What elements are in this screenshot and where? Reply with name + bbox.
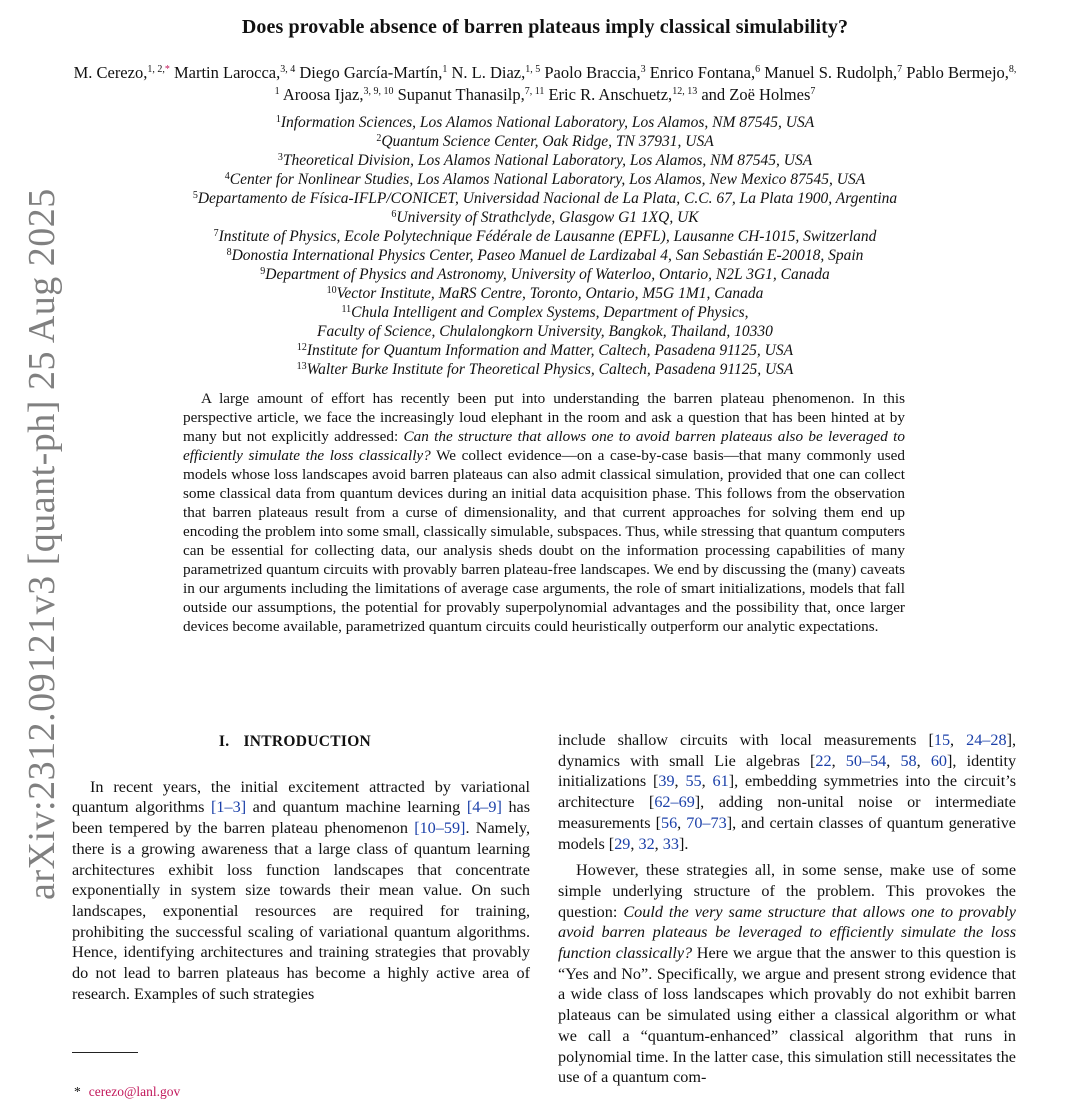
affiliation: $^4$Center for Nonlinear Studies, Los Alamos National Laboratory, Los Alamos, New Mexico 87545, USA: [224, 171, 866, 188]
paper-title: Does provable absence of barren plateaus imply classical simulability?: [241, 16, 849, 38]
author: and Zoë Holmes$^7$: [701, 85, 816, 104]
citation-link[interactable]: 61: [712, 772, 729, 791]
author-list: [70, 62, 1020, 106]
author: Supanut Thanasilp,$^{7, 11}$: [397, 85, 545, 104]
footnote: * cerezo@lanl.gov: [74, 1084, 181, 1099]
intro-paragraph: However, these strategies all, in some sense, make use of some simple underlying structure of the problem. This provokes the question: Could the very same structure that allows one to provably avoid barren plateaus be leveraged to efficiently simulate the loss function classically? Here we argue that the answer to this question is “Yes and No”. Specifically, we argue and present strong evidence that a wide class of loss landscapes which provably do not exhibit barren plateaus can be simulated using either a classical algorithm or what we call a “quantum-enhanced” classical algorithm that runs in polynomial time. In the latter case, this simulation still necessitates the use of a quantum com-: [558, 861, 1016, 1087]
citation-link[interactable]: [1–3]: [211, 798, 247, 817]
left-column: [72, 728, 530, 1004]
author: Pablo Bermejo,$^{8, 1}$: [274, 63, 1017, 97]
citation-link[interactable]: 15: [933, 731, 951, 749]
citation-link[interactable]: 33: [662, 834, 679, 853]
citation-link[interactable]: 39: [658, 772, 675, 791]
affiliation: $^1$Information Sciences, Los Alamos National Laboratory, Los Alamos, NM 87545, USA: [275, 114, 815, 131]
author: Diego García-Martín,$^1$: [299, 63, 448, 82]
email-link[interactable]: cerezo@lanl.gov: [88, 1084, 181, 1099]
abstract: A large amount of effort has recently been put into understanding the barren plateau phenomenon. In this perspective article, we face the increasingly loud elephant in the room and ask a question that has been hinted at by many but not explicitly addressed: Can the structure that allows one to avoid barren plateaus also be leveraged to efficiently simulate the loss classically? We collect evidence—on a case-by-case basis—that many commonly used models whose loss landscapes avoid barren plateaus can also admit classical simulation, provided that one can collect some classical data from quantum devices during an initial data acquisition phase. This follows from the observation that barren plateaus result from a curse of dimensionality, and that current approaches for solving them end up encoding the problem into some small, classically simulable, subspaces. Thus, while stressing that quantum computers can be essential for collecting data, our analysis sheds doubt on the information processing capabilities of many parametrized quantum circuits with provably barren plateau-free landscapes. We end by discussing the (many) caveats in our arguments including the limitations of average case arguments, the role of smart initializations, models that fall outside our assumptions, the potential for provably superpolynomial advantages and the possibility that, once larger devices become available, parametrized quantum circuits could heuristically outperform our analytic expectations.: [183, 390, 905, 635]
citation-link[interactable]: 58: [900, 751, 917, 770]
section-heading: I. INTRODUCTION: [218, 733, 372, 750]
citation-link[interactable]: 60: [930, 751, 948, 770]
citation-link[interactable]: 22: [815, 751, 832, 770]
affiliation: $^{13}$Walter Burke Institute for Theoretical Physics, Caltech, Pasadena 91125, USA: [296, 361, 794, 378]
citation-link[interactable]: 29: [614, 834, 631, 853]
author: Manuel S. Rudolph,$^7$: [764, 63, 903, 82]
affiliation: $^8$Donostia International Physics Center, Paseo Manuel de Lardizabal 4, San Sebastián E-20018, Spain: [226, 247, 864, 264]
author: Martin Larocca,$^{3, 4}$: [173, 63, 296, 82]
affiliation-list: [90, 113, 1000, 379]
affiliation: $^9$Department of Physics and Astronomy, University of Waterloo, Ontario, N2L 3G1, Canada: [260, 266, 830, 283]
citation-link[interactable]: [4–9]: [466, 798, 502, 817]
affiliation: $^{12}$Institute for Quantum Information and Matter, Caltech, Pasadena 91125, USA: [296, 342, 794, 359]
citation-link[interactable]: 55: [685, 772, 702, 791]
key-question: Could the very same structure that allows one to provably avoid barren plateaus be leveraged to efficiently simulate the loss function classically?: [558, 902, 1016, 963]
author: Paolo Braccia,$^3$: [544, 63, 646, 82]
citation-link[interactable]: 70–73: [686, 813, 727, 832]
abstract-question: Can the structure that allows one to avoid barren plateaus also be leveraged to efficiently simulate the loss classically?: [183, 428, 905, 464]
intro-paragraph: In recent years, the initial excitement attracted by variational quantum algorithms [1–3] and quantum machine learning [4–9] has been tempered by the barren plateau phenomenon [10–59]. Namely, there is a growing awareness that a large class of quantum learning architectures exhibit loss function landscapes that concentrate exponentially in system size towards their mean value. On such landscapes, exponential resources are required for training, prohibiting the successful scaling of variational quantum algorithms. Hence, identifying architectures and training strategies that provably do not lead to barren plateaus has become a highly active area of research. Examples of such strategies: [72, 777, 531, 1003]
affiliation: $^3$Theoretical Division, Los Alamos National Laboratory, Los Alamos, NM 87545, USA: [277, 152, 813, 169]
citation-link[interactable]: 24–28: [966, 731, 1007, 749]
affiliation: $^{10}$Vector Institute, MaRS Centre, Toronto, Ontario, M5G 1M1, Canada: [326, 285, 764, 302]
author: M. Cerezo,$^{1, 2,*}$: [73, 63, 170, 82]
affiliation: $^5$Departamento de Física-IFLP/CONICET, Universidad Nacional de La Plata, C.C. 67, La Plata 1900, Argentina: [192, 190, 898, 207]
affiliation: $^2$Quantum Science Center, Oak Ridge, TN 37931, USA: [376, 133, 714, 150]
right-column: [558, 730, 1016, 1088]
citation-link[interactable]: 32: [638, 834, 655, 853]
citation-link[interactable]: 56: [660, 813, 678, 832]
affiliation: $^7$Institute of Physics, Ecole Polytechnique Fédérale de Lausanne (EPFL), Lausanne CH-1015, Switzerland: [213, 228, 877, 245]
arxiv-identifier: arXiv:2312.09121v3 [quant-ph] 25 Aug 2025: [21, 188, 63, 900]
author: N. L. Diaz,$^{1, 5}$: [451, 63, 541, 82]
footnote-divider: [72, 1052, 138, 1053]
citation-link[interactable]: 50–54: [845, 751, 887, 770]
author: Aroosa Ijaz,$^{3, 9, 10}$: [282, 85, 394, 104]
affiliation: $^{11}$Chula Intelligent and Complex Systems, Department of Physics,: [341, 304, 749, 321]
author: Eric R. Anschuetz,$^{12, 13}$: [548, 85, 698, 104]
affiliation: $^6$University of Strathclyde, Glasgow G1 1XQ, UK: [391, 209, 699, 226]
citation-link[interactable]: [10–59]: [414, 819, 466, 838]
intro-paragraph-continued: include shallow circuits with local measurements [15, 24–28], dynamics with small Lie algebras [22, 50–54, 58, 60], identity initializations [39, 55, 61], embedding symmetries into the circuit’s architecture [62–69], adding non-unital noise or intermediate measurements [56, 70–73], and certain classes of quantum generative models [29, 32, 33].: [558, 731, 1017, 853]
author: Enrico Fontana,$^6$: [649, 63, 761, 82]
citation-link[interactable]: 62–69: [654, 793, 695, 812]
affiliation: Faculty of Science, Chulalongkorn University, Bangkok, Thailand, 10330: [317, 323, 773, 340]
